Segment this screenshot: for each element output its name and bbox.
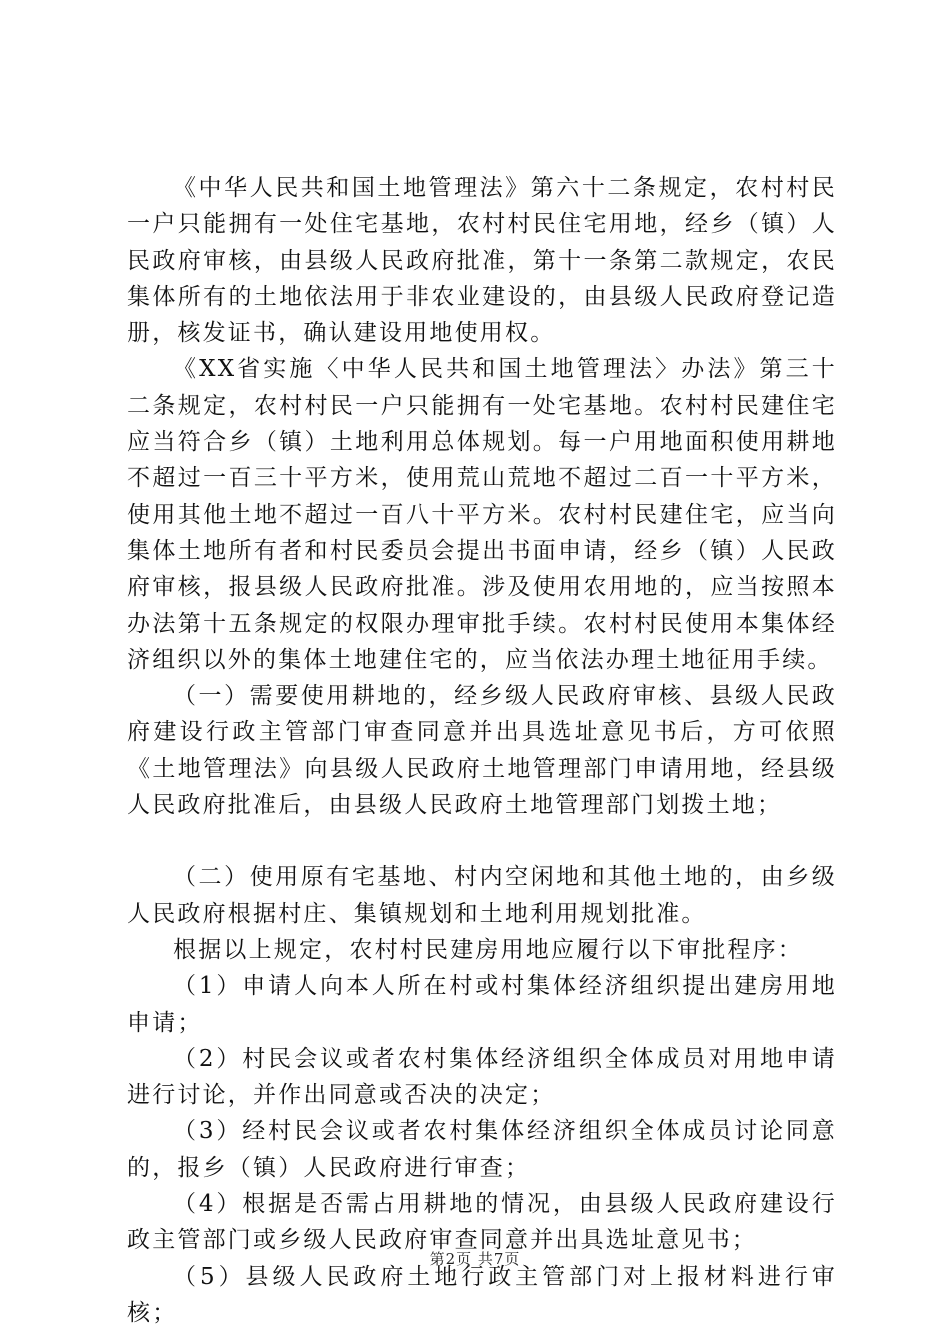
paragraph-step-4: （4）根据是否需占用耕地的情况，由县级人民政府建设行政主管部门或乡级人民政府审查同意并出具选址意见书； xyxy=(127,1191,837,1254)
paragraph-step-5: （5）县级人民政府土地行政主管部门对上报材料进行审核； xyxy=(127,1263,837,1326)
paragraph-item-one: （一）需要使用耕地的，经乡级人民政府审核、县级人民政府建设行政主管部门审查同意并出具选址意见书后，方可依照《土地管理法》向县级人民政府土地管理部门申请用地，经县级人民政府批准后，由县级人民政府土地管理部门划拨土地； xyxy=(127,683,837,819)
paragraph-procedure-intro: 根据以上规定，农村村民建房用地应履行以下审批程序： xyxy=(173,936,803,963)
paragraph-land-law-article-62: 《中华人民共和国土地管理法》第六十二条规定，农村村民一户只能拥有一处住宅基地，农村村民住宅用地，经乡（镇）人民政府审核，由县级人民政府批准，第十一条第二款规定，农民集体所有的土地依法用于非农业建设的，由县级人民政府登记造册，核发证书，确认建设用地使用权。 xyxy=(127,175,837,347)
paragraph-step-3: （3）经村民会议或者农村集体经济组织全体成员讨论同意的，报乡（镇）人民政府进行审查； xyxy=(127,1118,837,1181)
document-body xyxy=(127,170,837,1331)
paragraph-item-two: （二）使用原有宅基地、村内空闲地和其他土地的，由乡级人民政府根据村庄、集镇规划和土地利用规划批准。 xyxy=(127,864,837,927)
page-number-footer: 第2页 共7页 xyxy=(429,1250,521,1268)
paragraph-provincial-measures-article-32: 《XX省实施〈中华人民共和国土地管理法〉办法》第三十二条规定，农村村民一户只能拥有一处宅基地。农村村民建住宅应当符合乡（镇）土地利用总体规划。每一户用地面积使用耕地不超过一百三十平方米，使用荒山荒地不超过二百一十平方米，使用其他土地不超过一百八十平方米。农村村民建住宅，应当向集体土地所有者和村民委员会提出书面申请，经乡（镇）人民政府审核，报县级人民政府批准。涉及使用农用地的，应当按照本办法第十五条规定的权限办理审批手续。农村村民使用本集体经济组织以外的集体土地建住宅的，应当依法办理土地征用手续。 xyxy=(127,356,837,673)
paragraph-step-2: （2）村民会议或者农村集体经济组织全体成员对用地申请进行讨论，并作出同意或否决的决定； xyxy=(127,1045,837,1109)
paragraph-step-1: （1）申请人向本人所在村或村集体经济组织提出建房用地申请； xyxy=(127,973,837,1036)
